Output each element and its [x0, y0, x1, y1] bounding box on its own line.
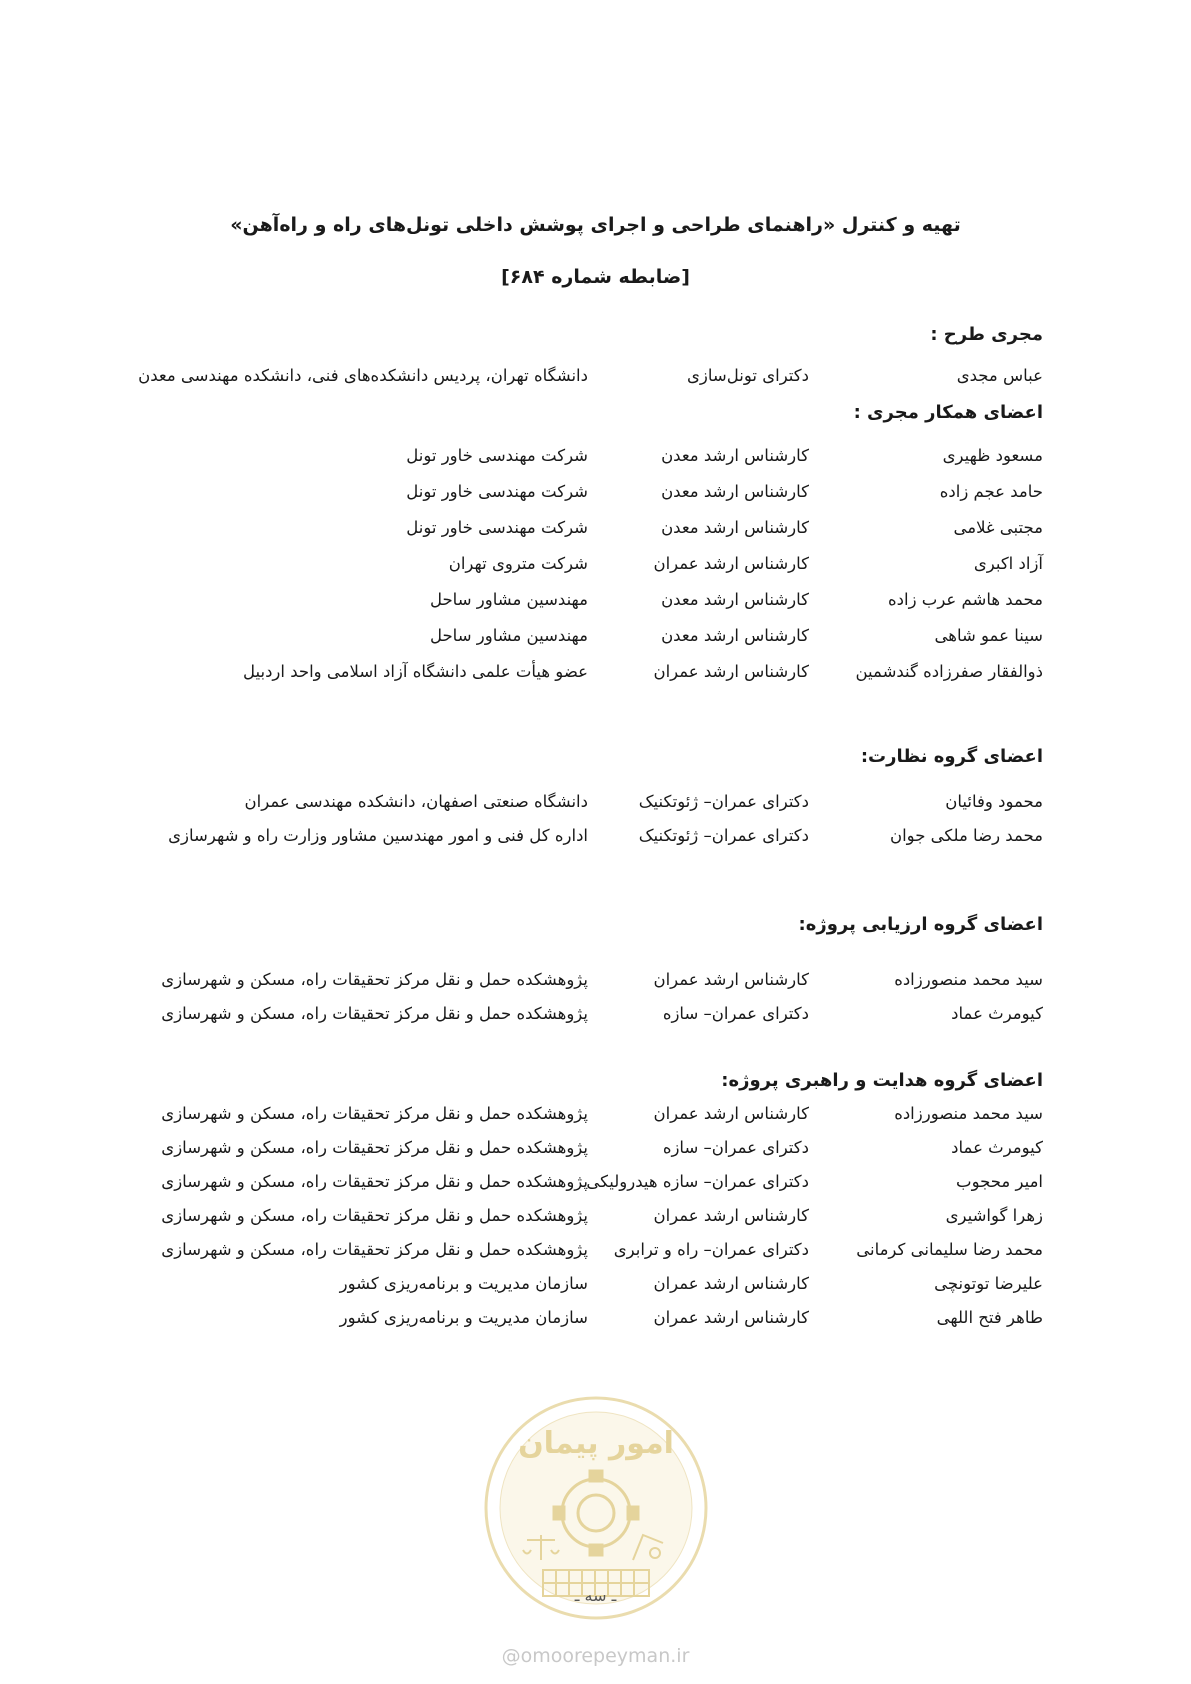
member-degree: کارشناس ارشد معدن [661, 518, 809, 537]
member-degree: کارشناس ارشد عمران [653, 970, 809, 989]
table-row [0, 1206, 1191, 1236]
member-degree: کارشناس ارشد معدن [661, 590, 809, 609]
member-name: سید محمد منصورزاده [894, 1104, 1043, 1123]
member-organization: سازمان مدیریت و برنامه‌ریزی کشور [339, 1274, 588, 1293]
table-row [0, 826, 1191, 856]
member-organization: پژوهشکده حمل و نقل مرکز تحقیقات راه، مسکن و شهرسازی [161, 1240, 588, 1259]
member-organization: سازمان مدیریت و برنامه‌ریزی کشور [339, 1308, 588, 1327]
member-degree: کارشناس ارشد معدن [661, 482, 809, 501]
member-organization: پژوهشکده حمل و نقل مرکز تحقیقات راه، مسکن و شهرسازی [161, 970, 588, 989]
member-name: مسعود ظهیری [942, 446, 1043, 465]
member-organization: پژوهشکده حمل و نقل مرکز تحقیقات راه، مسکن و شهرسازی [161, 1138, 588, 1157]
member-name: سید محمد منصورزاده [894, 970, 1043, 989]
table-row [0, 1308, 1191, 1338]
member-degree: کارشناس ارشد معدن [661, 626, 809, 645]
member-organization: دانشگاه صنعتی اصفهان، دانشکده مهندسی عمران [244, 792, 588, 811]
table-row [0, 626, 1191, 656]
table-row [0, 1004, 1191, 1034]
member-organization: پژوهشکده حمل و نقل مرکز تحقیقات راه، مسکن و شهرسازی [161, 1004, 588, 1023]
member-degree: دکترای عمران– ژئوتکنیک [638, 826, 809, 845]
table-row [0, 446, 1191, 476]
table-row [0, 366, 1191, 396]
table-row [0, 1172, 1191, 1202]
member-organization: پژوهشکده حمل و نقل مرکز تحقیقات راه، مسکن و شهرسازی [161, 1206, 588, 1225]
member-degree: کارشناس ارشد عمران [653, 662, 809, 681]
member-organization: پژوهشکده حمل و نقل مرکز تحقیقات راه، مسکن و شهرسازی [161, 1104, 588, 1123]
member-organization: پژوهشکده حمل و نقل مرکز تحقیقات راه، مسکن و شهرسازی [161, 1172, 588, 1191]
page-number: ـ سه ـ [574, 1586, 617, 1605]
member-degree: دکترای تونل‌سازی [687, 366, 809, 385]
member-organization: دانشگاه تهران، پردیس دانشکده‌های فنی، دانشکده مهندسی معدن [138, 366, 588, 385]
table-row [0, 554, 1191, 584]
member-organization: شرکت متروی تهران [448, 554, 588, 573]
member-organization: شرکت مهندسی خاور تونل [406, 518, 588, 537]
member-name: مجتبی غلامی [953, 518, 1043, 537]
member-degree: کارشناس ارشد عمران [653, 1206, 809, 1225]
document-subtitle: [ضابطه شماره ۶۸۴] [501, 266, 690, 288]
section-heading-executor: مجری طرح : [930, 324, 1043, 345]
member-degree: دکترای عمران– راه و ترابری [613, 1240, 809, 1259]
section-heading-supervision: اعضای گروه نظارت: [860, 746, 1043, 767]
member-name: ذوالفقار صفرزاده گندشمین [855, 662, 1043, 681]
member-name: محمد هاشم عرب زاده [888, 590, 1043, 609]
member-name: عباس مجدی [956, 366, 1043, 385]
table-row [0, 1138, 1191, 1168]
member-organization: مهندسین مشاور ساحل [429, 590, 588, 609]
table-row [0, 482, 1191, 512]
member-organization: شرکت مهندسی خاور تونل [406, 446, 588, 465]
member-name: محمد رضا ملکی جوان [889, 826, 1043, 845]
table-row [0, 518, 1191, 548]
member-name: کیومرث عماد [951, 1138, 1043, 1157]
member-degree: دکترای عمران– ژئوتکنیک [638, 792, 809, 811]
member-name: طاهر فتح اللهی [936, 1308, 1043, 1327]
section-heading-collaborators: اعضای همکار مجری : [853, 402, 1043, 423]
member-name: امیر محجوب [956, 1172, 1043, 1191]
member-name: محمد رضا سلیمانی کرمانی [856, 1240, 1043, 1259]
table-row [0, 970, 1191, 1000]
table-row [0, 590, 1191, 620]
table-row [0, 662, 1191, 692]
member-organization: مهندسین مشاور ساحل [429, 626, 588, 645]
member-degree: کارشناس ارشد عمران [653, 1104, 809, 1123]
member-name: کیومرث عماد [951, 1004, 1043, 1023]
section-heading-evaluation: اعضای گروه ارزیابی پروژه: [798, 914, 1043, 935]
table-row [0, 1274, 1191, 1304]
watermark-website: @omoorepeyman.ir [501, 1645, 690, 1667]
table-row [0, 792, 1191, 822]
member-name: محمود وفائیان [945, 792, 1043, 811]
member-name: سینا عمو شاهی [934, 626, 1043, 645]
section-heading-guidance: اعضای گروه هدایت و راهبری پروژه: [721, 1070, 1043, 1091]
document-title: تهیه و کنترل «راهنمای طراحی و اجرای پوشش داخلی تونل‌های راه و راه‌آهن» [230, 214, 961, 236]
member-name: زهرا گواشیری [945, 1206, 1043, 1225]
member-name: آزاد اکبری [973, 554, 1043, 573]
watermark-logo-text: امور پیمان [518, 1426, 674, 1461]
member-name: حامد عجم زاده [939, 482, 1043, 501]
table-row [0, 1104, 1191, 1134]
member-organization: عضو هیأت علمی دانشگاه آزاد اسلامی واحد اردبیل [243, 662, 588, 681]
member-degree: کارشناس ارشد عمران [653, 1308, 809, 1327]
member-degree: کارشناس ارشد معدن [661, 446, 809, 465]
member-degree: دکترای عمران– سازه هیدرولیکی [586, 1172, 809, 1191]
member-degree: دکترای عمران– سازه [662, 1004, 809, 1023]
member-organization: اداره کل فنی و امور مهندسین مشاور وزارت راه و شهرسازی [168, 826, 588, 845]
member-name: علیرضا توتونچی [934, 1274, 1043, 1293]
member-degree: دکترای عمران– سازه [662, 1138, 809, 1157]
member-degree: کارشناس ارشد عمران [653, 1274, 809, 1293]
table-row [0, 1240, 1191, 1270]
member-degree: کارشناس ارشد عمران [653, 554, 809, 573]
member-organization: شرکت مهندسی خاور تونل [406, 482, 588, 501]
